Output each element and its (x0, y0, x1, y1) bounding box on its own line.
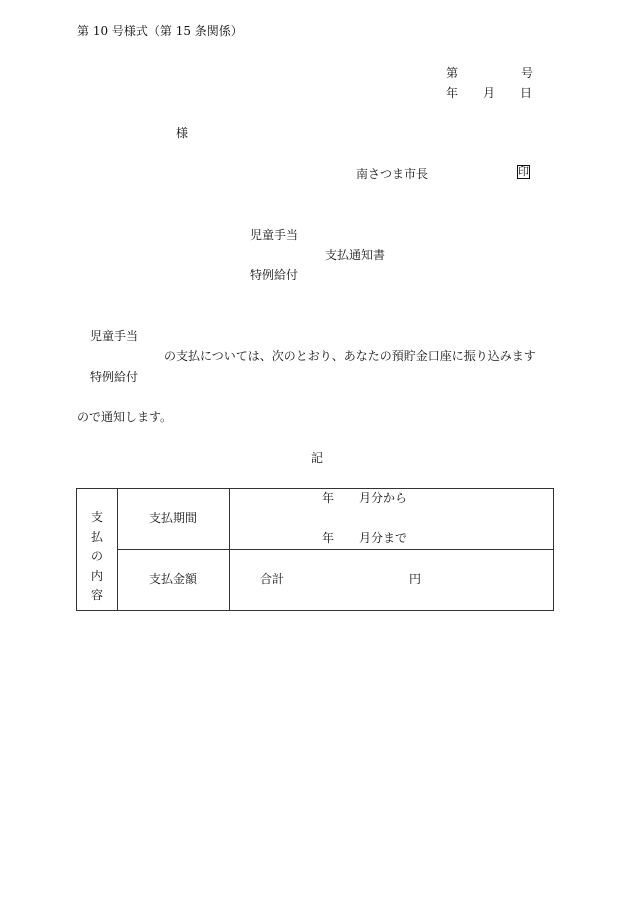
body-option-2: 特例給付 (90, 370, 139, 384)
seal-icon (517, 165, 530, 179)
table-border-bottom (76, 610, 554, 611)
side-header-char: 容 (90, 588, 103, 602)
side-header-char: 支 (90, 510, 103, 524)
date-day: 日 (520, 86, 533, 100)
body-text: の支払については、次のとおり、あなたの預貯金口座に振り込みます (164, 349, 536, 363)
note-heading: 記 (311, 451, 324, 465)
doc-number-prefix: 第 (446, 66, 459, 80)
title-option-1: 児童手当 (250, 228, 299, 242)
table-side-header (87, 511, 107, 609)
period-to-month: 月分まで (359, 531, 408, 545)
table-border-left (76, 488, 77, 611)
addressee-suffix: 様 (176, 126, 189, 140)
table-border-top (76, 488, 554, 489)
period-from-month: 月分から (359, 491, 408, 505)
form-number: 第 10 号様式（第 15 条関係） (77, 24, 243, 38)
seal-label: 印 (518, 165, 529, 178)
table-row-divider (117, 549, 554, 550)
doc-number-suffix: 号 (521, 66, 534, 80)
amount-unit: 円 (409, 572, 422, 586)
issuer-name: 南さつま市長 (356, 167, 429, 181)
side-header-char: 内 (90, 568, 103, 583)
payment-amount-label: 支払金額 (149, 572, 198, 586)
side-header-char: の (90, 549, 103, 563)
table-col-divider-2 (229, 488, 230, 611)
title-main: 支払通知書 (325, 248, 386, 262)
body-text-continued: ので通知します。 (77, 410, 173, 424)
period-from-year: 年 (322, 491, 335, 505)
date-month: 月 (483, 86, 496, 100)
date-year: 年 (446, 86, 459, 100)
payment-period-label: 支払期間 (149, 511, 198, 525)
side-header-char: 払 (90, 529, 103, 544)
amount-total-label: 合計 (260, 572, 285, 586)
table-col-divider-1 (117, 488, 118, 611)
table-border-right (553, 488, 554, 611)
title-option-2: 特例給付 (250, 268, 299, 282)
body-option-1: 児童手当 (90, 329, 139, 343)
period-to-year: 年 (322, 531, 335, 545)
